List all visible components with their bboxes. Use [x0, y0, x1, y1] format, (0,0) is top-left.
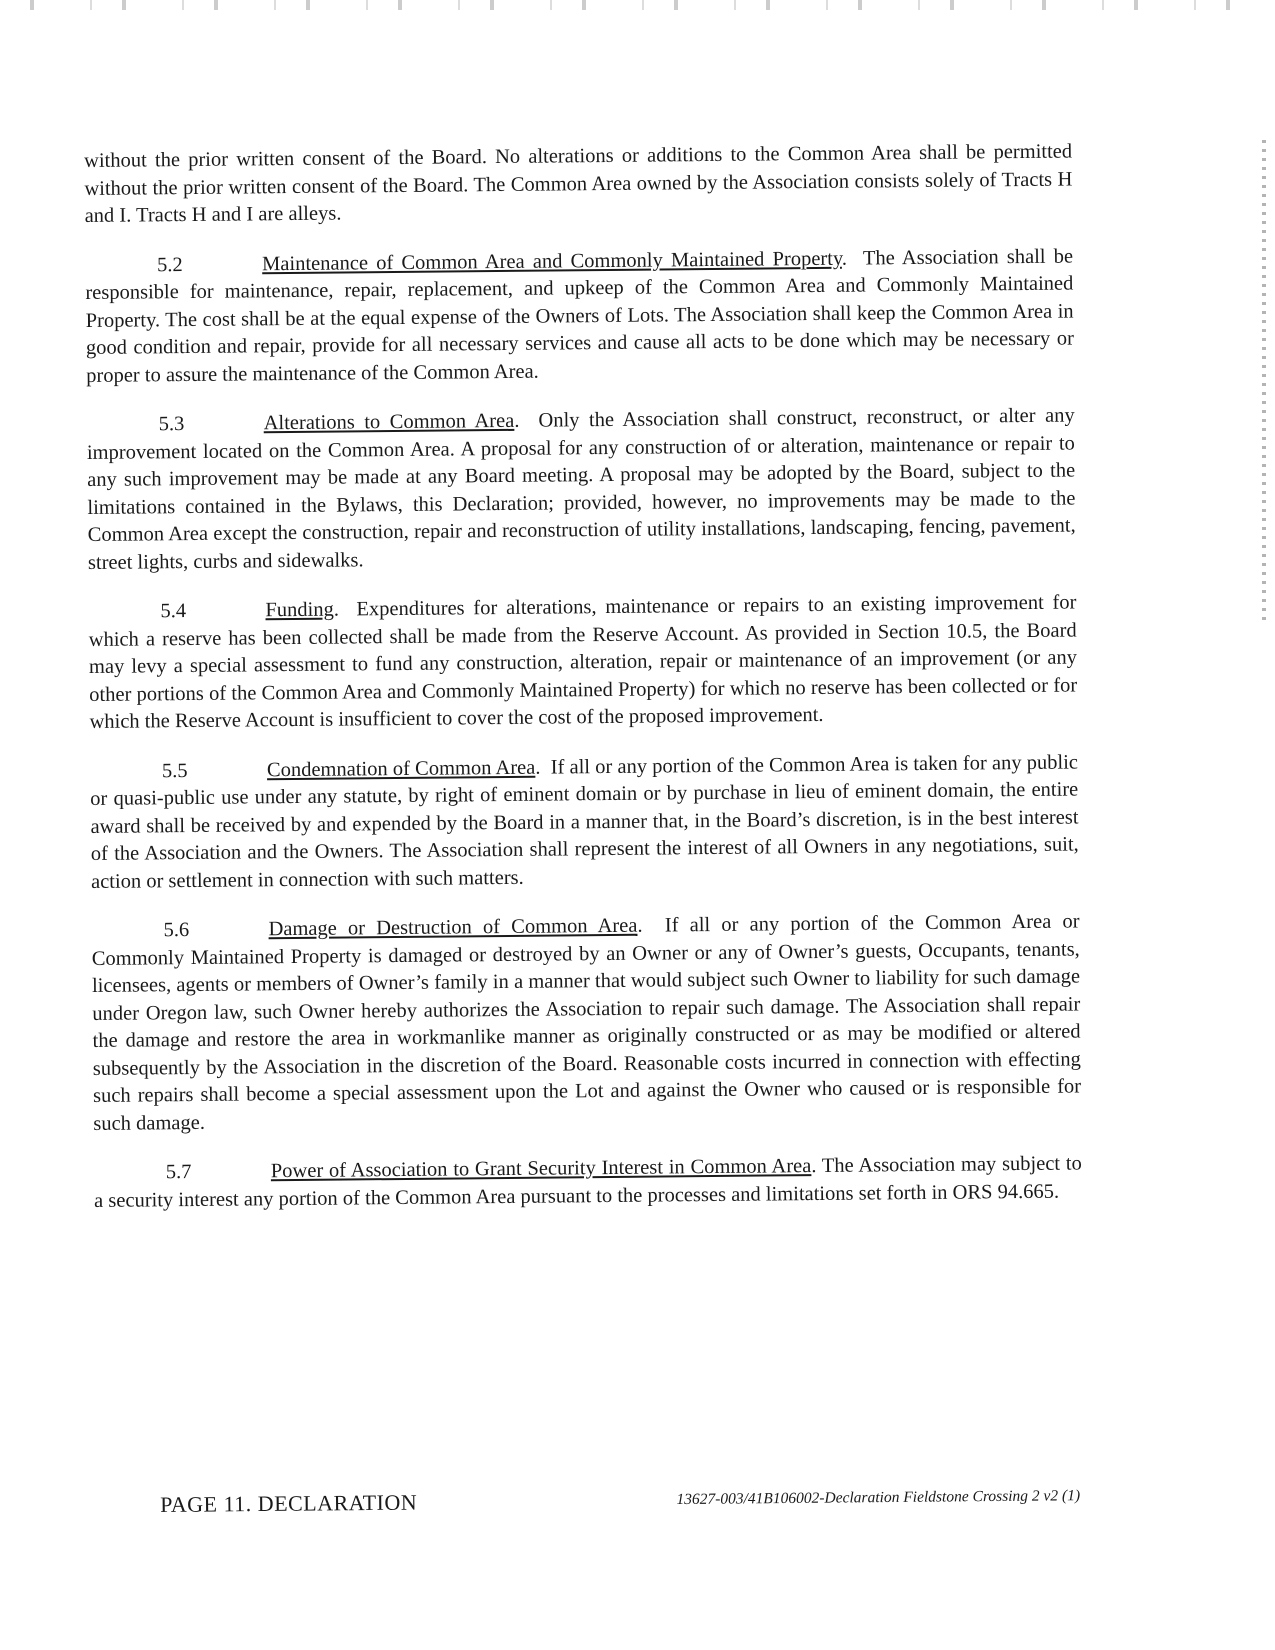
- page-footer: [160, 1483, 1080, 1522]
- section-5-7: 5.7 Power of Association to Grant Security Interest in Common Area. The Association may subject to a security interest any portion of the Common Area pursuant to the processes and limitations set forth in ORS 94.665.: [93, 1152, 1082, 1212]
- section-body: Expenditures for alterations, maintenance or repairs to an existing improvement for which a reserve has been collected shall be made from the Reserve Account. As provided in Section 10.5, the Board may levy a special assessment to fund any construction, alteration, repair or maintenance of an improvement (or any other portions of the Common Area and Commonly Maintained Property) for which no reserve has been collected or for which the Reserve Account is insufficient to cover the cost of the proposed improvement.: [88, 591, 1078, 733]
- section-number: 5.4: [160, 600, 187, 623]
- section-heading: Maintenance of Common Area and Commonly Maintained Property: [262, 247, 842, 275]
- section-body: The Association may subject to a security interest any portion of the Common Area pursuant to the processes and limitations set forth in ORS 94.665.: [93, 1152, 1082, 1212]
- section-number: 5.2: [157, 253, 183, 276]
- section-5-2: 5.2 Maintenance of Common Area and Commonly Maintained Property. The Association shall be responsible for maintenance, repair, replacement, and upkeep of the Common Area and Commonly Maintained Property. The cost shall be at the equal expense of the Owners of Lots. The Association shall keep the Common Area in good condition and repair, provide for all necessary services and cause all acts to be done which may be necessary or proper to assure the maintenance of the Common Area.: [85, 245, 1074, 387]
- section-body: If all or any portion of the Common Area is taken for any public or quasi-public use under any statute, by right of eminent domain or by purchase in lieu of eminent domain, the entire award shall be received by and expended by the Board in a manner that, in the Board’s discretion, is in the best interest of the Association and the Owners. The Association shall represent the interest of all Owners in any negotiations, suit, action or settlement in connection with such matters.: [90, 750, 1079, 893]
- page-label: PAGE 11. DECLARATION: [160, 1489, 418, 1517]
- scan-artifact-right: [1262, 140, 1266, 620]
- section-heading: Funding: [265, 598, 334, 622]
- section-heading: Alterations to Common Area: [263, 409, 515, 435]
- section-5-3: 5.3 Alterations to Common Area. Only the Association shall construct, reconstruct, or alter any improvement located on the Common Area. A proposal for any construction of or alteration, maintenance or repair to any such improvement may be made at any Board meeting. A proposal may be adopted by the Board, subject to the limitations contained in the Bylaws, this Declaration; provided, however, no improvements may be made to the Common Area except the construction, repair and reconstruction of utility installations, landscaping, fencing, pavement, street lights, curbs and sidewalks.: [86, 404, 1076, 574]
- section-body: If all or any portion of the Common Area or Commonly Maintained Property is damaged or destroyed by an Owner or any of Owner’s guests, Occupants, tenants, licensees, agents or members of Owner’s family in a manner that would subject such Owner to liability for such damage under Oregon law, such Owner hereby authorizes the Association to repair such damage. The Association shall repair the damage and restore the area in workmanlike manner as originally constructed or as may be modified or altered subsequently by the Association in the discretion of the Board. Reasonable costs incurred in connection with effecting such repairs shall become a special assessment upon the Lot and against the Owner who caused or is responsible for such damage.: [91, 910, 1082, 1135]
- section-5-6: 5.6 Damage or Destruction of Common Area. If all or any portion of the Common Area or Commonly Maintained Property is damaged or destroyed by an Owner or any of Owner’s guests, Occupants, tenants, licensees, agents or members of Owner’s family in a manner that would subject such Owner to liability for such damage under Oregon law, such Owner hereby authorizes the Association to repair such damage. The Association shall repair the damage and restore the area in workmanlike manner as originally constructed or as may be modified or altered subsequently by the Association in the discretion of the Board. Reasonable costs incurred in connection with effecting such repairs shall become a special assessment upon the Lot and against the Owner who caused or is responsible for such damage.: [91, 910, 1082, 1135]
- section-5-5: 5.5 Condemnation of Common Area. If all or any portion of the Common Area is taken for any public or quasi-public use under any statute, by right of eminent domain or by purchase in lieu of eminent domain, the entire award shall be received by and expended by the Board in a manner that, in the Board’s discretion, is in the best interest of the Association and the Owners. The Association shall represent the interest of all Owners in any negotiations, suit, action or settlement in connection with such matters.: [90, 750, 1079, 893]
- section-heading: Condemnation of Common Area: [266, 756, 536, 781]
- section-number: 5.6: [163, 919, 190, 942]
- section-number: 5.7: [165, 1161, 192, 1184]
- section-heading: Damage or Destruction of Common Area: [268, 914, 638, 941]
- document-body: [84, 139, 1082, 1237]
- section-heading: Power of Association to Grant Security Interest in Common Area: [270, 1155, 812, 1183]
- section-body: The Association shall be responsible for maintenance, repair, replacement, and upkeep of the Common Area and Commonly Maintained Property. The cost shall be at the equal expense of the Owners of Lots. The Association shall keep the Common Area in good condition and repair, provide for all necessary services and cause all acts to be done which may be necessary or proper to assure the maintenance of the Common Area.: [85, 245, 1074, 387]
- section-5-4: 5.4 Funding. Expenditures for alterations, maintenance or repairs to an existing improvement for which a reserve has been collected shall be made from the Reserve Account. As provided in Section 10.5, the Board may levy a special assessment to fund any construction, alteration, repair or maintenance of an improvement (or any other portions of the Common Area and Commonly Maintained Property) for which no reserve has been collected or for which the Reserve Account is insufficient to cover the cost of the proposed improvement.: [88, 591, 1078, 733]
- file-reference: 13627-003/41B106002-Declaration Fieldstone Crossing 2 v2 (1): [676, 1487, 1081, 1509]
- intro-paragraph: without the prior written consent of the Board. No alterations or additions to the Common Area shall be permitted without the prior written consent of the Board. The Common Area owned by the Association consists solely of Tracts H and I. Tracts H and I are alleys.: [84, 140, 1073, 227]
- section-body: Only the Association shall construct, reconstruct, or alter any improvement located on the Common Area. A proposal for any construction of or alteration, maintenance or repair to any such improvement may be made at any Board meeting. A proposal may be adopted by the Board, subject to the limitations contained in the Bylaws, this Declaration; provided, however, no improvements may be made to the Common Area except the construction, repair and reconstruction of utility installations, landscaping, fencing, pavement, street lights, curbs and sidewalks.: [86, 404, 1076, 574]
- section-number: 5.3: [158, 413, 185, 436]
- section-number: 5.5: [161, 759, 188, 782]
- scan-artifact-top: [0, 0, 1275, 10]
